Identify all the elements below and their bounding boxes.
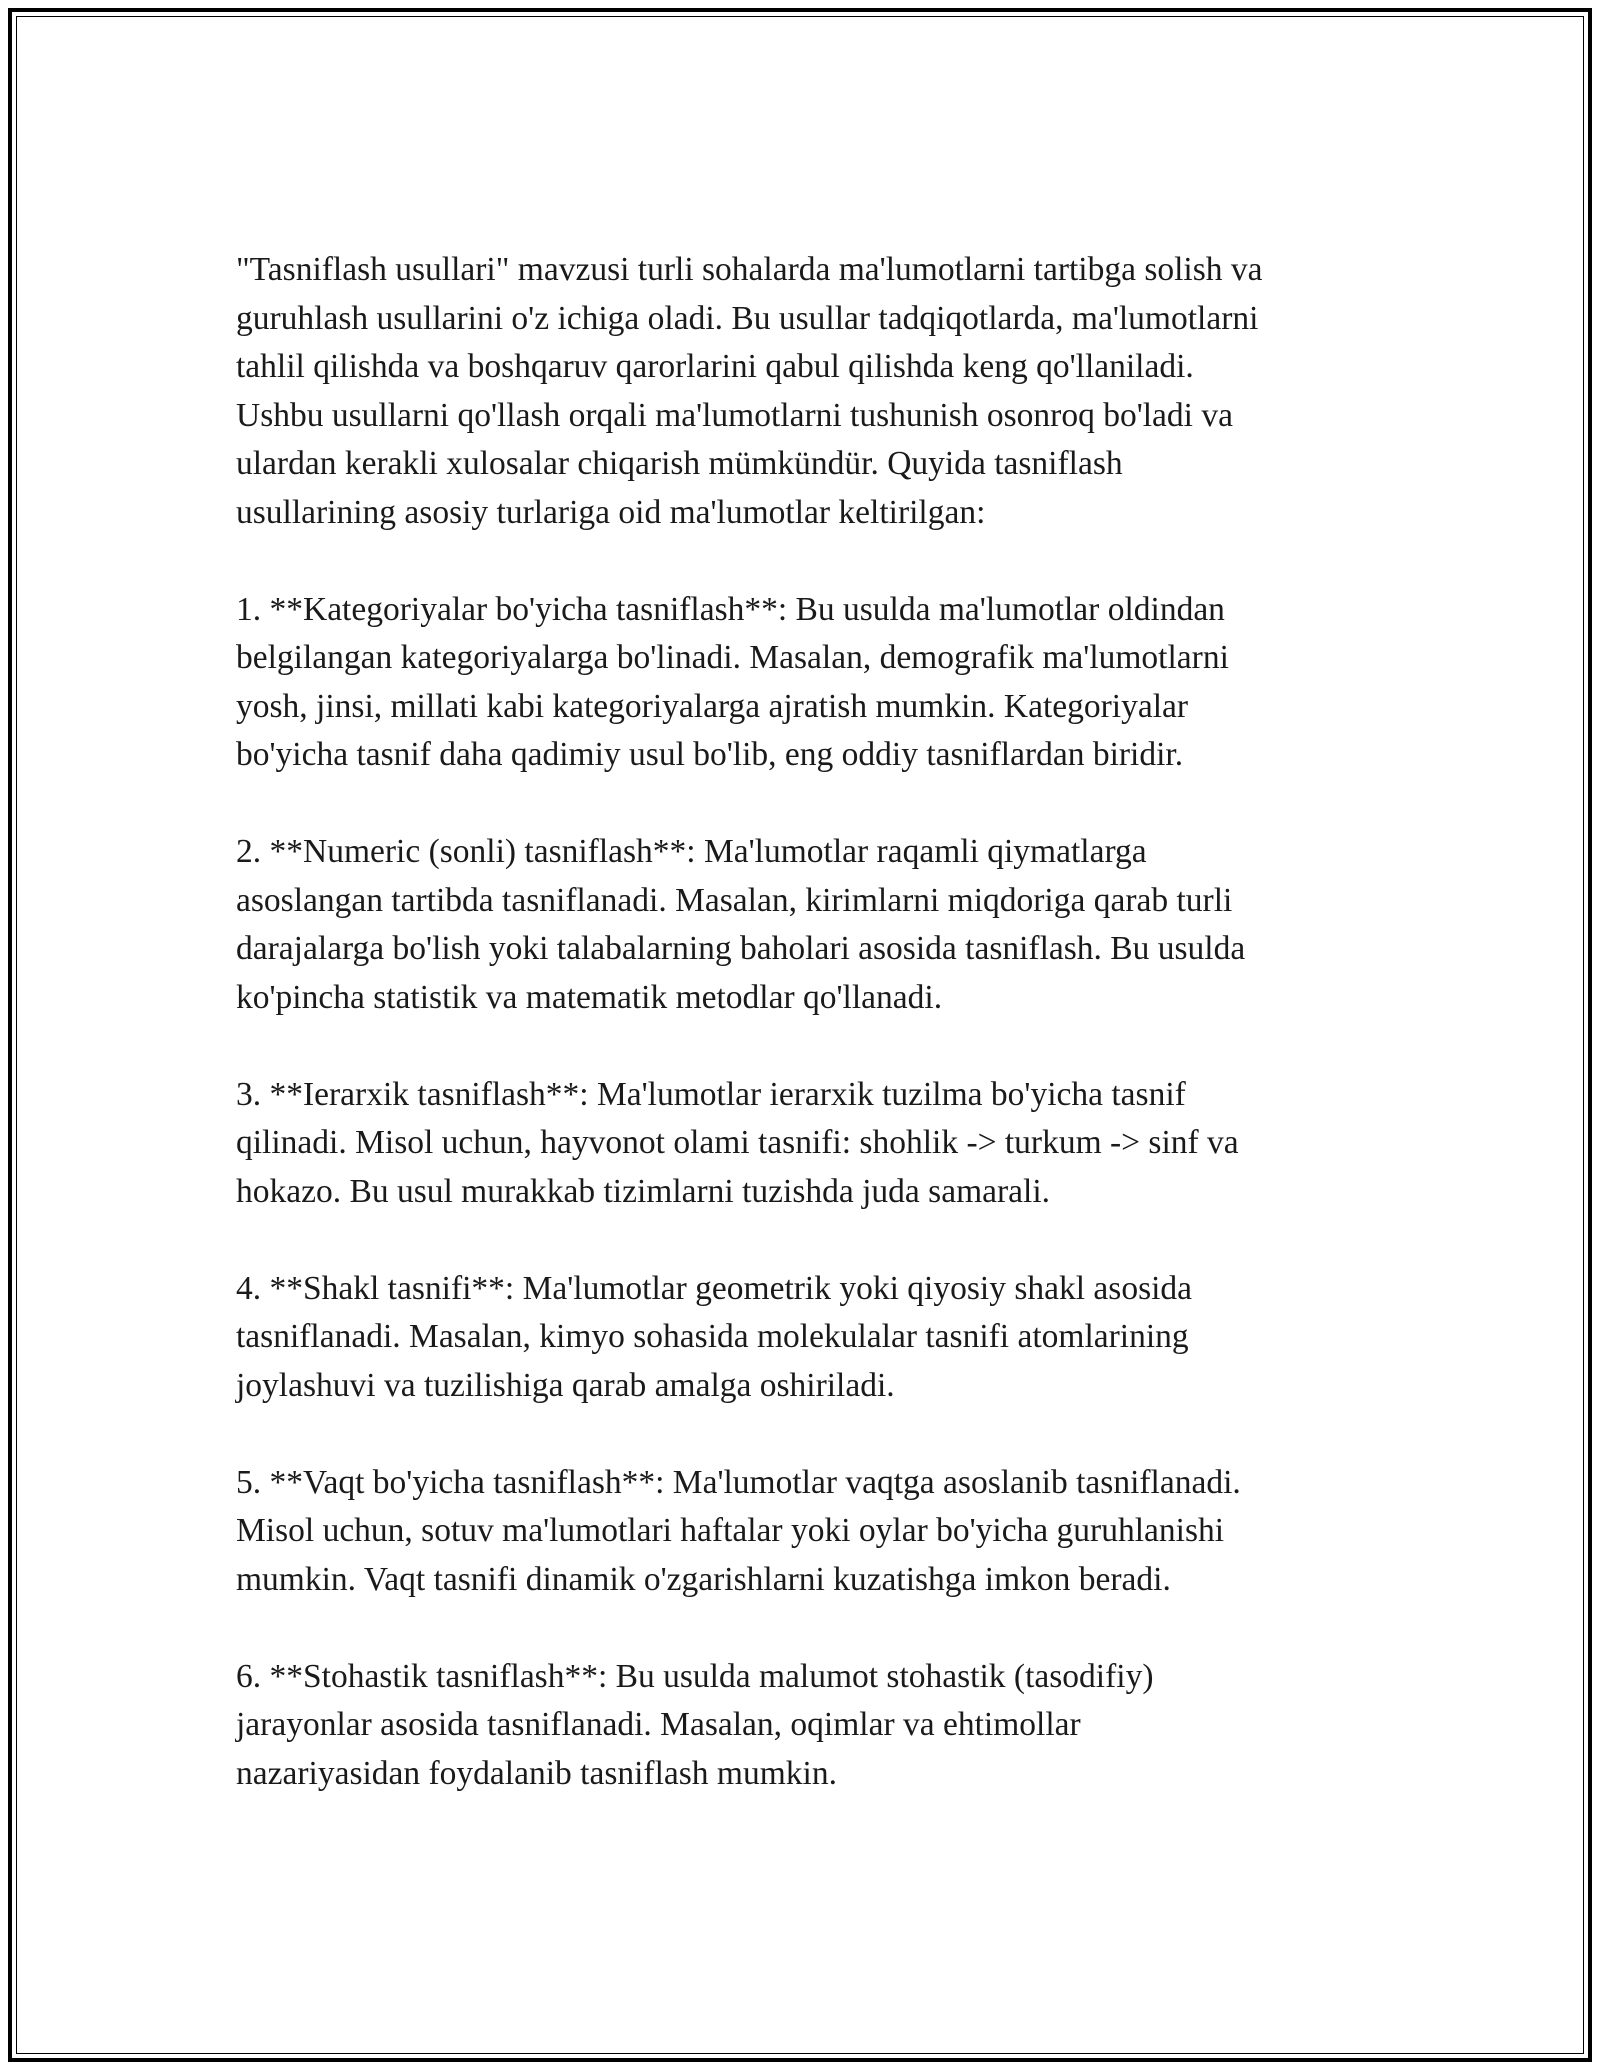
document-body [236,246,1386,1798]
intro-paragraph: "Tasniflash usullari" mavzusi turli sohalarda ma'lumotlarni tartibga solish va guruhlash usullarini o'z ichiga oladi. Bu usullar tadqiqotlarda, ma'lumotlarni tahlil qilishda va boshqaruv qarorlarini qabul qilishda keng qo'llaniladi. Ushbu usullarni qo'llash orqali ma'lumotlarni tushunish osonroq bo'ladi va ulardan kerakli xulosalar chiqarish mümkündür. Quyida tasniflash usullarining asosiy turlariga oid ma'lumotlar keltirilgan: [236,251,1263,531]
list-item-hierarchical: 3. **Ierarxik tasniflash**: Ma'lumotlar ierarxik tuzilma bo'yicha tasnif qilinadi. Misol uchun, hayvonot olami tasnifi: shohlik -> turkum -> sinf va hokazo. Bu usul murakkab tizimlarni tuzishda juda samarali. [236,1075,1239,1210]
list-item-numeric: 2. **Numeric (sonli) tasniflash**: Ma'lumotlar raqamli qiymatlarga asoslangan tartibda tasniflanadi. Masalan, kirimlarni miqdoriga qarab turli darajalarga bo'lish yoki talabalarning baholari asosida tasniflash. Bu usulda ko'pincha statistik va matematik metodlar qo'llanadi. [236,833,1246,1016]
list-item-categorical: 1. **Kategoriyalar bo'yicha tasniflash**: Bu usulda ma'lumotlar oldindan belgilangan kategoriyalarga bo'linadi. Masalan, demografik ma'lumotlarni yosh, jinsi, millati kabi kategoriyalarga ajratish mumkin. Kategoriyalar bo'yicha tasnif daha qadimiy usul bo'lib, eng oddiy tasniflardan biridir. [236,590,1229,773]
list-item-shape: 4. **Shakl tasnifi**: Ma'lumotlar geometrik yoki qiyosiy shakl asosida tasniflanadi. Masalan, kimyo sohasida molekulalar tasnifi atomlarining joylashuvi va tuzilishiga qarab amalga oshiriladi. [236,1269,1193,1404]
list-item-stochastic: 6. **Stohastik tasniflash**: Bu usulda malumot stohastik (tasodifiy) jarayonlar asosida tasniflanadi. Masalan, oqimlar va ehtimollar nazariyasidan foydalanib tasniflash mumkin. [236,1657,1154,1792]
list-item-time: 5. **Vaqt bo'yicha tasniflash**: Ma'lumotlar vaqtga asoslanib tasniflanadi. Misol uchun, sotuv ma'lumotlari haftalar yoki oylar bo'yicha guruhlanishi mumkin. Vaqt tasnifi dinamik o'zgarishlarni kuzatishga imkon beradi. [236,1463,1241,1598]
